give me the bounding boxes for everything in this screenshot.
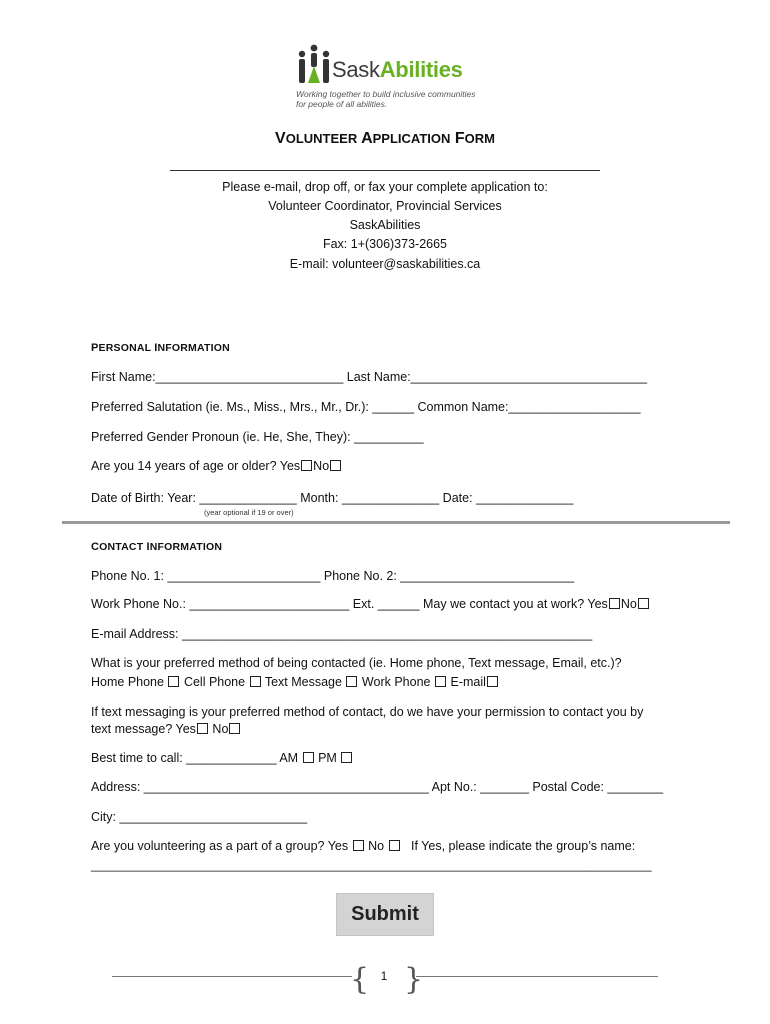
group-no-checkbox[interactable] xyxy=(389,840,400,851)
email-field[interactable]: E-mail Address: ___________________________________________________________ xyxy=(91,627,593,641)
am-checkbox[interactable] xyxy=(303,752,314,763)
text-permission-no-checkbox[interactable] xyxy=(229,723,240,734)
salutation-field[interactable]: Preferred Salutation (ie. Ms., Miss., Mrs., Mr., Dr.): ______ Common Name:___________________ xyxy=(91,400,641,414)
option-work-label: Work Phone xyxy=(361,675,431,689)
text-permission-row xyxy=(91,722,241,736)
submit-button[interactable]: Submit xyxy=(336,893,434,936)
title-underline xyxy=(170,170,600,171)
text-message-checkbox[interactable] xyxy=(346,676,357,687)
text-permission-question: If text messaging is your preferred method of contact, do we have your permission to contact you by xyxy=(91,705,644,719)
contact-method-options xyxy=(91,675,499,689)
email-line: E-mail: volunteer@saskabilities.ca xyxy=(289,257,481,271)
option-email-label: E-mail xyxy=(450,675,486,689)
age-question xyxy=(91,459,342,473)
group-name-label: If Yes, please indicate the group’s name: xyxy=(410,839,636,853)
people-icon xyxy=(296,44,332,86)
option-home-label: Home Phone xyxy=(91,675,164,689)
coordinator-line: Volunteer Coordinator, Provincial Services xyxy=(268,199,502,213)
logo-tagline: Working together to build inclusive communities for people of all abilities. xyxy=(296,89,476,109)
work-phone-checkbox[interactable] xyxy=(435,676,446,687)
personal-info-heading: PERSONAL INFORMATION xyxy=(91,342,230,354)
age-yes-checkbox[interactable] xyxy=(301,460,312,471)
logo-wordmark: SaskAbilities xyxy=(332,57,463,82)
section-divider xyxy=(62,521,730,524)
work-phone-label[interactable]: Work Phone No.: _______________________ Ext. ______ May we contact you at work? Yes xyxy=(91,597,608,611)
org-line: SaskAbilities xyxy=(349,218,421,232)
right-brace-icon: } xyxy=(404,962,424,997)
instruction-line: Please e-mail, drop off, or fax your complete application to: xyxy=(222,180,548,194)
text-permission-no-label: No xyxy=(212,722,229,736)
age-no-label: No xyxy=(313,459,330,473)
pronoun-field[interactable]: Preferred Gender Pronoun (ie. He, She, They): __________ xyxy=(91,430,424,444)
group-no-label: No xyxy=(368,839,385,853)
group-row xyxy=(91,839,635,853)
group-question-label: Are you volunteering as a part of a group? Yes xyxy=(91,839,349,853)
text-permission-yes-label: text message? Yes xyxy=(91,722,196,736)
dob-field[interactable]: Date of Birth: Year: ______________ Month: ______________ Date: ______________ xyxy=(91,491,574,505)
option-text-label: Text Message xyxy=(264,675,342,689)
left-brace-icon: { xyxy=(350,962,370,997)
group-name-field[interactable]: ____________________________________________________________________________________ xyxy=(91,858,652,872)
work-contact-yes-checkbox[interactable] xyxy=(609,598,620,609)
pm-label: PM xyxy=(318,751,337,765)
cell-phone-checkbox[interactable] xyxy=(250,676,261,687)
name-fields[interactable]: First Name:___________________________ Last Name:__________________________________ xyxy=(91,370,648,384)
footer-line-left xyxy=(112,976,352,977)
city-field[interactable]: City: ___________________________ xyxy=(91,810,308,824)
contact-method-question: What is your preferred method of being contacted (ie. Home phone, Text message, Email, etc.)? xyxy=(91,656,622,670)
home-phone-checkbox[interactable] xyxy=(168,676,179,687)
email-checkbox[interactable] xyxy=(487,676,498,687)
pm-checkbox[interactable] xyxy=(341,752,352,763)
contact-info-heading: CONTACT INFORMATION xyxy=(91,541,223,553)
phone-fields[interactable]: Phone No. 1: ______________________ Phone No. 2: _________________________ xyxy=(91,569,575,583)
address-fields[interactable]: Address: _________________________________________ Apt No.: _______ Postal Code: ________ xyxy=(91,780,664,794)
option-cell-label: Cell Phone xyxy=(183,675,246,689)
work-contact-no-checkbox[interactable] xyxy=(638,598,649,609)
best-time-row xyxy=(91,751,353,765)
best-time-field[interactable]: Best time to call: _____________ AM xyxy=(91,751,299,765)
text-permission-yes-checkbox[interactable] xyxy=(197,723,208,734)
work-phone-row xyxy=(91,597,650,611)
footer-line-right xyxy=(416,976,658,977)
age-question-label: Are you 14 years of age or older? Yes xyxy=(91,459,301,473)
page-number: 1 xyxy=(380,969,388,983)
age-no-checkbox[interactable] xyxy=(330,460,341,471)
work-no-label: No xyxy=(620,597,637,611)
dob-note: (year optional if 19 or over) xyxy=(204,508,294,517)
group-yes-checkbox[interactable] xyxy=(353,840,364,851)
fax-line: Fax: 1+(306)373-2665 xyxy=(322,237,448,251)
form-title: VOLUNTEER APPLICATION FORM xyxy=(275,130,495,147)
